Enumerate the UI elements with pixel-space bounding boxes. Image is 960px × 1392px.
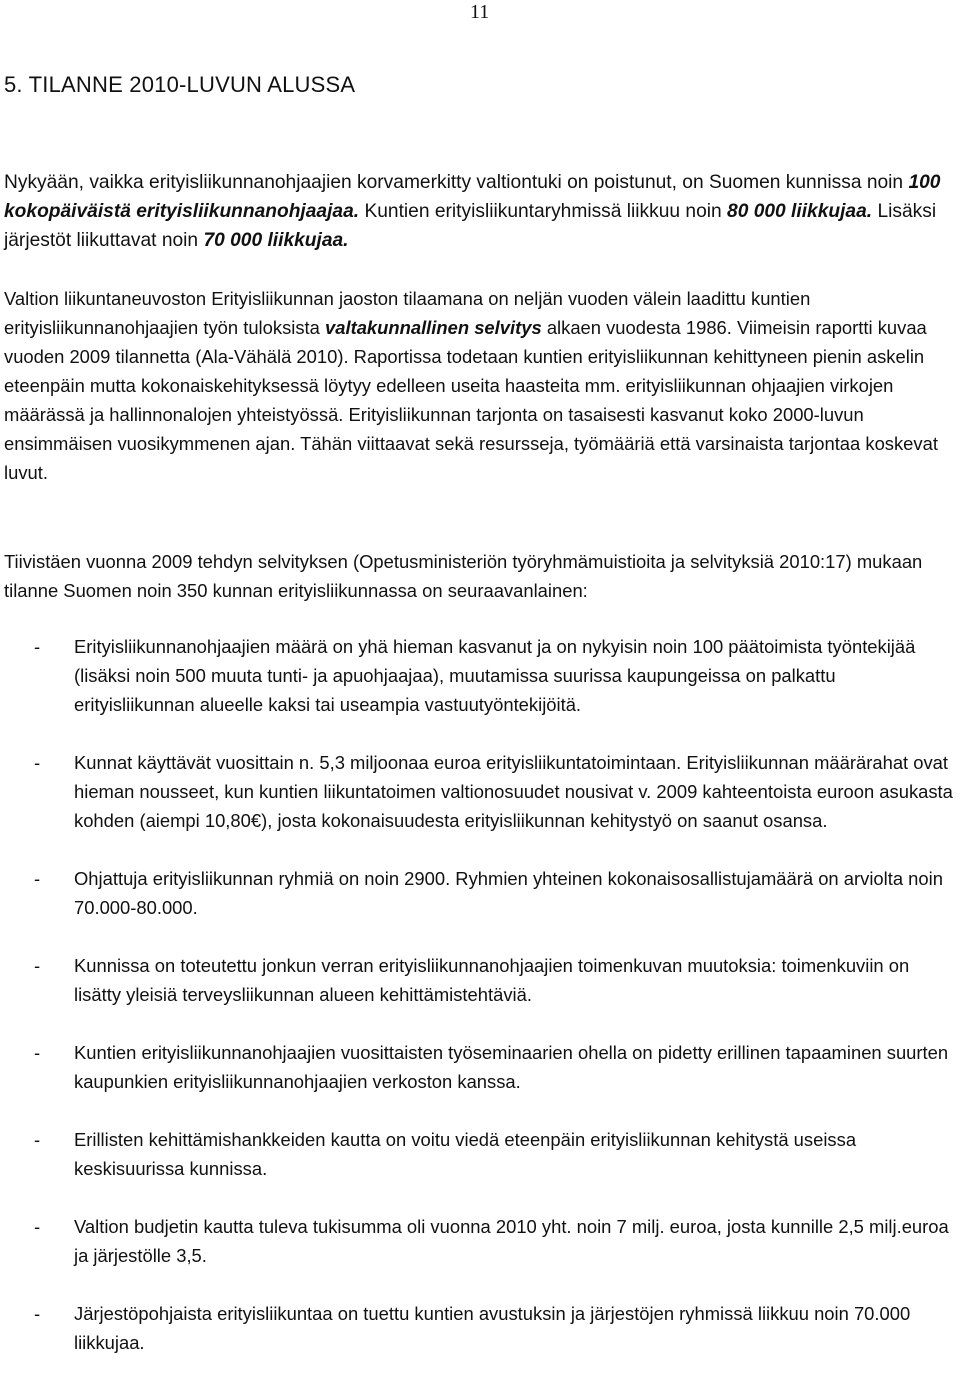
summary-paragraph: Tiivistäen vuonna 2009 tehdyn selvityksen (Opetusministeriön työryhmämuistioita ja selvityksiä 2010:17) mukaan tilanne Suomen noin 350 kunnan erityisliikunnassa on seuraavanlainen: bbox=[4, 551, 923, 601]
list-item bbox=[0, 1038, 958, 1096]
report-paragraph bbox=[4, 284, 956, 487]
list-item-text: Erityisliikunnanohjaajien määrä on yhä hieman kasvanut ja on nykyisin noin 100 päätoimista työntekijää (lisäksi noin 500 muuta tunti- ja apuohjaajaa), muutamissa suurissa kaupungeissa on palkattu erityisliikunnan alueelle kaksi tai useampia vastuutyöntekijöitä. bbox=[74, 636, 916, 715]
list-item bbox=[0, 632, 958, 719]
section-heading: 5. TILANNE 2010-LUVUN ALUSSA bbox=[4, 72, 356, 97]
intro-text: Nykyään, vaikka erityisliikunnanohjaajien korvamerkitty valtiontuki on poistunut, on Suomen kunnissa noin bbox=[4, 172, 909, 193]
intro-paragraph bbox=[4, 168, 954, 255]
list-dash: - bbox=[34, 1216, 41, 1237]
list-dash: - bbox=[34, 1129, 41, 1150]
intro-emphasis: 80 000 liikkujaa. bbox=[727, 201, 873, 222]
list-dash: - bbox=[34, 1303, 41, 1324]
intro-text: Kuntien erityisliikuntaryhmissä liikkuu noin bbox=[359, 201, 728, 222]
list-item bbox=[0, 1299, 958, 1357]
list-item-text: Kunnat käyttävät vuosittain n. 5,3 miljoonaa euroa erityisliikuntatoimintaan. Erityisliikunnan määrärahat ovat hieman nousseet, kun kuntien liikuntatoimen valtionosuudet nousivat v. 2009 kahteentoista euroon asukasta kohden (aiempi 10,80€), josta kokonaisuudesta erityisliikunnan kehitystyö on saanut osansa. bbox=[74, 752, 953, 831]
intro-text: Lisäksi järjestöt liikuttavat noin bbox=[4, 201, 937, 251]
list-item-text: Erillisten kehittämishankkeiden kautta on voitu viedä eteenpäin erityisliikunnan kehitystä useissa keskisuurissa kunnissa. bbox=[74, 1129, 857, 1179]
list-dash: - bbox=[34, 1042, 41, 1063]
list-item-text: Valtion budjetin kautta tuleva tukisumma oli vuonna 2010 yht. noin 7 milj. euroa, josta kunnille 2,5 milj.euroa ja järjestölle 3,5. bbox=[74, 1216, 949, 1266]
list-item-text: Kuntien erityisliikunnanohjaajien vuosittaisten työseminaarien ohella on pidetty erillinen tapaaminen suurten kaupunkien erityisliikunnanohjaajien verkoston kanssa. bbox=[74, 1042, 949, 1092]
list-dash: - bbox=[34, 955, 41, 976]
findings-list bbox=[0, 632, 960, 1386]
list-item bbox=[0, 1212, 958, 1270]
report-text: Valtion liikuntaneuvoston Erityisliikunnan jaoston tilaamana on neljän vuoden välein laadittu kuntien erityisliikunnanohjaajien työn tuloksista bbox=[4, 288, 811, 338]
list-item-text: Järjestöpohjaista erityisliikuntaa on tuettu kuntien avustuksin ja järjestöjen ryhmissä liikkuu noin 70.000 liikkujaa. bbox=[74, 1303, 911, 1353]
list-item-text: Kunnissa on toteutettu jonkun verran erityisliikunnanohjaajien toimenkuvan muutoksia: toimenkuviin on lisätty yleisiä terveysliikunnan alueen kehittämistehtäviä. bbox=[74, 955, 910, 1005]
intro-emphasis: 70 000 liikkujaa. bbox=[203, 230, 349, 251]
list-item bbox=[0, 1125, 958, 1183]
list-dash: - bbox=[34, 752, 41, 773]
report-emphasis: valtakunnallinen selvitys bbox=[325, 317, 542, 338]
list-dash: - bbox=[34, 636, 41, 657]
intro-emphasis: 100 kokopäiväistä erityisliikunnanohjaajaa. bbox=[4, 172, 941, 222]
list-dash: - bbox=[34, 868, 41, 889]
list-item bbox=[0, 748, 958, 835]
list-item bbox=[0, 864, 958, 922]
report-text: alkaen vuodesta 1986. Viimeisin raportti kuvaa vuoden 2009 tilannetta (Ala-Vähälä 2010). Raportissa todetaan kuntien erityisliikunnan kehittyneen pienin askelin eteenpäin mutta kokonaiskehityksessä löytyy edelleen useita haasteita mm. erityisliikunnan ohjaajien virkojen määrässä ja hallinnonalojen yhteistyössä. Erityisliikunnan tarjonta on tasaisesti kasvanut koko 2000-luvun ensimmäisen vuosikymmenen ajan. Tähän viittaavat sekä resursseja, työmääriä että varsinaista tarjontaa koskevat luvut. bbox=[4, 317, 938, 483]
page-number: 11 bbox=[470, 1, 490, 23]
list-item bbox=[0, 951, 958, 1009]
list-item-text: Ohjattuja erityisliikunnan ryhmiä on noin 2900. Ryhmien yhteinen kokonaisosallistujamäärä on arviolta noin 70.000-80.000. bbox=[74, 868, 943, 918]
